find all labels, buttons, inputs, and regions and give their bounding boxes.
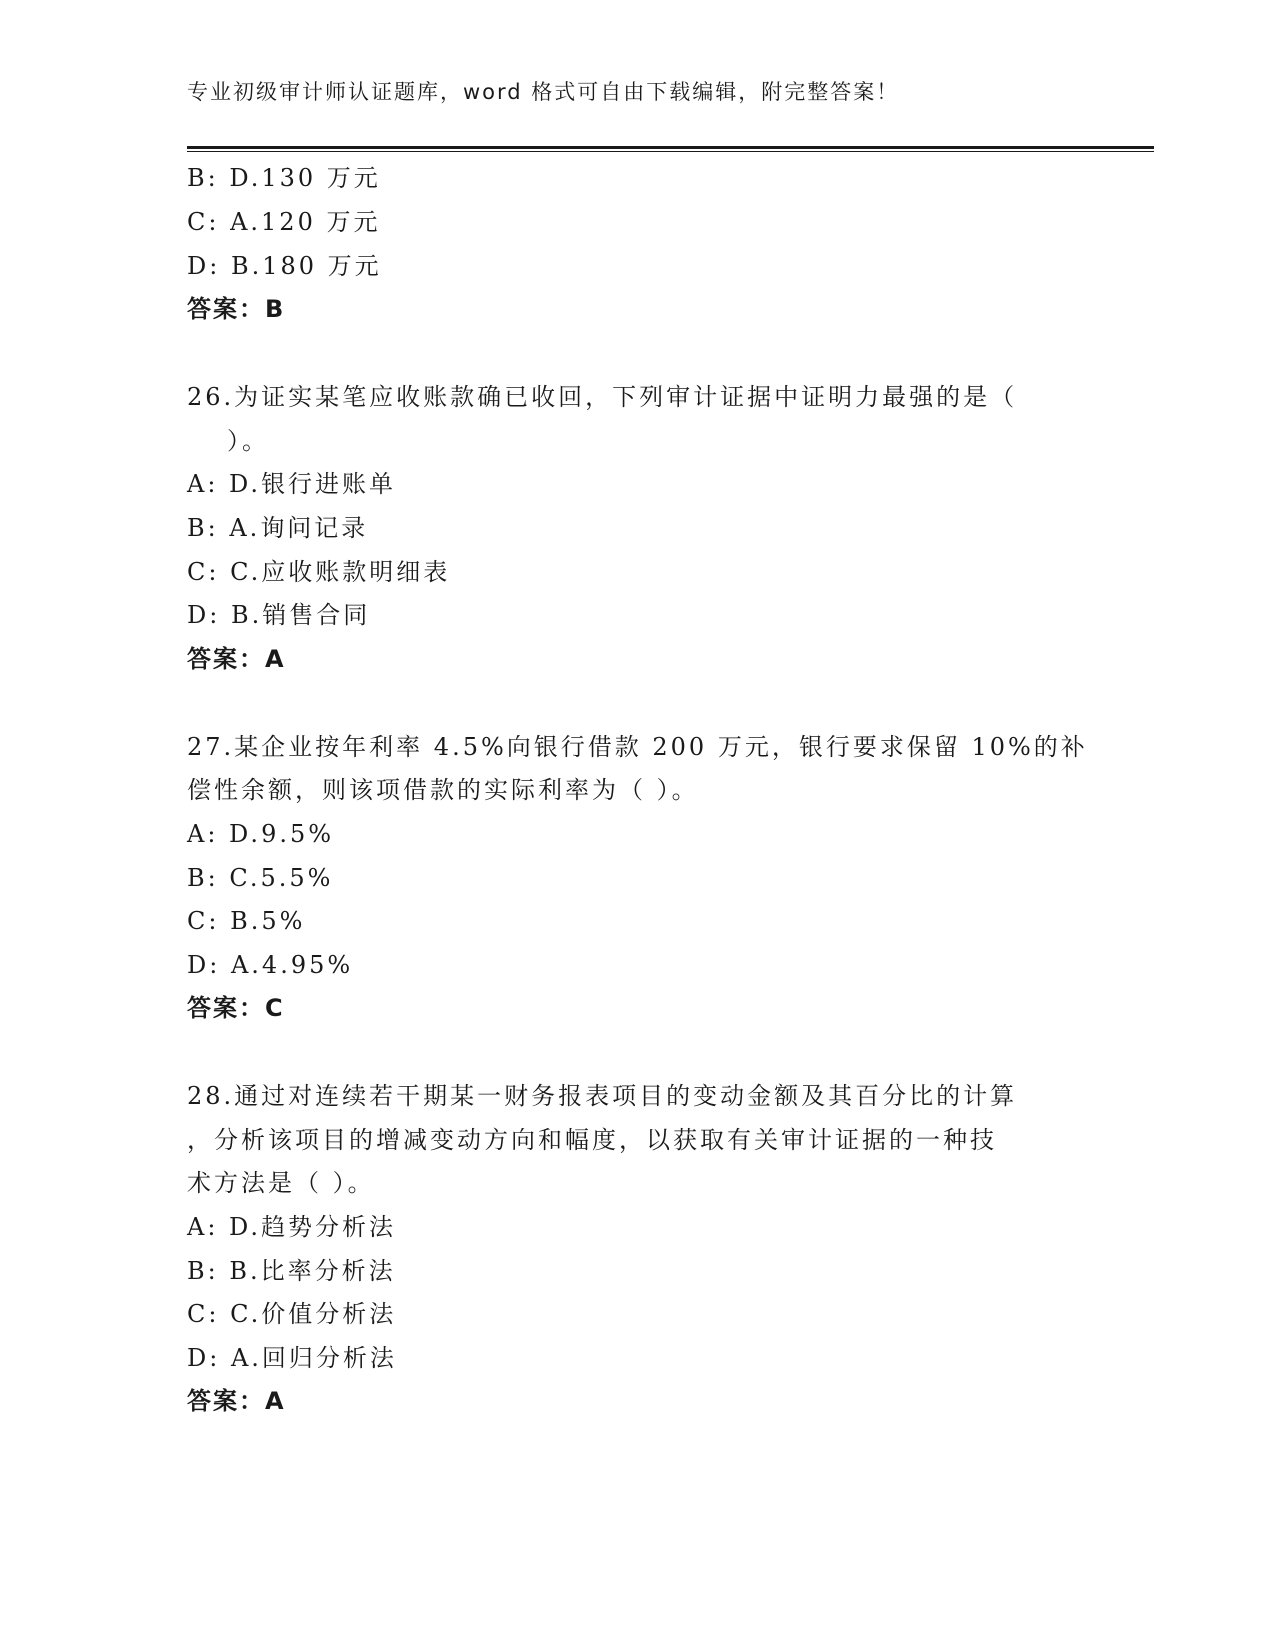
q26-option-b: B: A.询问记录 xyxy=(187,514,369,542)
q26-option-d: D: B.销售合同 xyxy=(187,601,371,629)
q28-option-a: A: D.趋势分析法 xyxy=(187,1213,397,1241)
q28-stem-line2: ，分析该项目的增减变动方向和幅度，以获取有关审计证据的一种技 xyxy=(187,1126,997,1154)
q27-option-d: D: A.4.95% xyxy=(187,951,354,979)
q26-stem-line1: 26.为证实某笔应收账款确已收回，下列审计证据中证明力最强的是（ xyxy=(187,383,1018,411)
q27-answer: 答案：C xyxy=(187,994,285,1022)
q28-stem-line3: 术方法是（ ）。 xyxy=(187,1169,375,1197)
q26-option-a: A: D.银行进账单 xyxy=(187,470,397,498)
q27-stem-line1: 27.某企业按年利率 4.5%向银行借款 200 万元，银行要求保留 10%的补 xyxy=(187,733,1088,761)
q27-option-c: C: B.5% xyxy=(187,907,306,935)
header-rule-thin xyxy=(187,151,1154,152)
q28-option-d: D: A.回归分析法 xyxy=(187,1344,397,1372)
prev-option-d: D: B.180 万元 xyxy=(187,252,382,280)
q28-option-b: B: B.比率分析法 xyxy=(187,1257,396,1285)
page-header: 专业初级审计师认证题库，word 格式可自由下载编辑，附完整答案！ xyxy=(187,80,900,104)
q28-stem-line1: 28.通过对连续若干期某一财务报表项目的变动金额及其百分比的计算 xyxy=(187,1082,1018,1110)
prev-answer: 答案：B xyxy=(187,295,286,323)
q28-option-c: C: C.价值分析法 xyxy=(187,1300,397,1328)
header-rule-thick xyxy=(187,146,1154,149)
prev-option-c: C: A.120 万元 xyxy=(187,208,381,236)
q27-stem-line2: 偿性余额，则该项借款的实际利率为（ ）。 xyxy=(187,776,699,804)
prev-option-b: B: D.130 万元 xyxy=(187,164,381,192)
q27-option-b: B: C.5.5% xyxy=(187,864,334,892)
q26-answer: 答案：A xyxy=(187,645,286,673)
q26-stem-line2: ）。 xyxy=(227,427,269,455)
q26-option-c: C: C.应收账款明细表 xyxy=(187,558,451,586)
q28-answer: 答案：A xyxy=(187,1387,286,1415)
q27-option-a: A: D.9.5% xyxy=(187,820,335,848)
